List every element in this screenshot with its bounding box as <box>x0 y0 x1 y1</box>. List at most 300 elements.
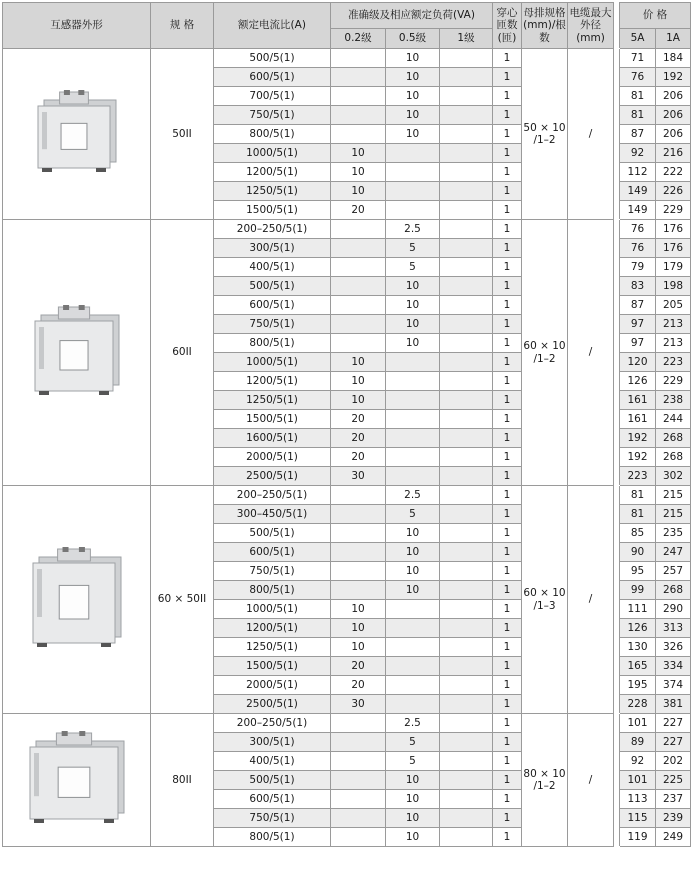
turns-cell: 1 <box>493 353 522 372</box>
class-05-cell <box>386 372 440 391</box>
turns-cell: 1 <box>493 524 522 543</box>
ratio-cell: 1250/5(1) <box>214 182 331 201</box>
price-5a-cell: 120 <box>620 353 656 372</box>
class-05-cell: 5 <box>386 258 440 277</box>
class-05-cell: 10 <box>386 581 440 600</box>
class-1-cell <box>440 790 493 809</box>
price-1a-cell: 334 <box>656 657 691 676</box>
product-image-cell <box>3 49 151 220</box>
price-5a-cell: 130 <box>620 638 656 657</box>
price-1a-cell: 227 <box>656 714 691 733</box>
class-02-cell: 10 <box>331 144 386 163</box>
current-transformer-image <box>27 303 127 403</box>
price-5a-cell: 81 <box>620 486 656 505</box>
price-1a-cell: 202 <box>656 752 691 771</box>
ratio-cell: 1200/5(1) <box>214 372 331 391</box>
spec-cell: 50II <box>151 49 214 220</box>
turns-cell: 1 <box>493 733 522 752</box>
class-02-cell: 20 <box>331 676 386 695</box>
class-02-cell <box>331 239 386 258</box>
class-1-cell <box>440 410 493 429</box>
class-05-cell: 10 <box>386 543 440 562</box>
turns-cell: 1 <box>493 182 522 201</box>
class-05-cell <box>386 429 440 448</box>
busbar-cell: 60 × 10 /1–3 <box>522 486 568 714</box>
class-1-cell <box>440 49 493 68</box>
class-05-cell <box>386 619 440 638</box>
turns-cell: 1 <box>493 49 522 68</box>
ratio-cell: 800/5(1) <box>214 125 331 144</box>
cable-cell: / <box>568 714 614 847</box>
price-1a-cell: 268 <box>656 429 691 448</box>
class-02-cell <box>331 315 386 334</box>
table-row <box>3 49 691 68</box>
turns-cell: 1 <box>493 106 522 125</box>
class-02-cell <box>331 277 386 296</box>
turns-cell: 1 <box>493 486 522 505</box>
ratio-cell: 1000/5(1) <box>214 144 331 163</box>
ratio-cell: 600/5(1) <box>214 68 331 87</box>
header-price: 价 格 <box>620 3 691 29</box>
turns-cell: 1 <box>493 163 522 182</box>
class-02-cell <box>331 752 386 771</box>
class-02-cell <box>331 543 386 562</box>
ratio-cell: 200–250/5(1) <box>214 220 331 239</box>
ratio-cell: 500/5(1) <box>214 277 331 296</box>
price-1a-cell: 223 <box>656 353 691 372</box>
class-1-cell <box>440 695 493 714</box>
price-5a-cell: 115 <box>620 809 656 828</box>
price-1a-cell: 239 <box>656 809 691 828</box>
class-1-cell <box>440 448 493 467</box>
class-05-cell: 10 <box>386 809 440 828</box>
price-1a-cell: 257 <box>656 562 691 581</box>
header-busbar: 母排规格(mm)/根数 <box>522 3 568 49</box>
class-02-cell <box>331 809 386 828</box>
price-1a-cell: 179 <box>656 258 691 277</box>
class-1-cell <box>440 429 493 448</box>
class-1-cell <box>440 106 493 125</box>
ratio-cell: 800/5(1) <box>214 581 331 600</box>
class-1-cell <box>440 676 493 695</box>
turns-cell: 1 <box>493 714 522 733</box>
class-02-cell: 30 <box>331 695 386 714</box>
turns-cell: 1 <box>493 657 522 676</box>
class-05-cell: 10 <box>386 277 440 296</box>
price-5a-cell: 95 <box>620 562 656 581</box>
class-05-cell <box>386 163 440 182</box>
price-5a-cell: 149 <box>620 182 656 201</box>
product-image-cell <box>3 486 151 714</box>
class-1-cell <box>440 296 493 315</box>
class-02-cell: 10 <box>331 638 386 657</box>
ratio-cell: 300–450/5(1) <box>214 505 331 524</box>
price-5a-cell: 192 <box>620 448 656 467</box>
price-5a-cell: 81 <box>620 87 656 106</box>
turns-cell: 1 <box>493 125 522 144</box>
product-image-cell <box>3 220 151 486</box>
header-class-02: 0.2级 <box>331 29 386 49</box>
class-1-cell <box>440 657 493 676</box>
class-05-cell <box>386 391 440 410</box>
ratio-cell: 500/5(1) <box>214 524 331 543</box>
price-5a-cell: 161 <box>620 410 656 429</box>
class-02-cell: 20 <box>331 448 386 467</box>
class-1-cell <box>440 562 493 581</box>
turns-cell: 1 <box>493 277 522 296</box>
ratio-cell: 1500/5(1) <box>214 657 331 676</box>
class-05-cell <box>386 353 440 372</box>
header-accuracy-group: 准确级及相应额定负荷(VA) <box>331 3 493 29</box>
header-price-5a: 5A <box>620 29 656 49</box>
class-1-cell <box>440 125 493 144</box>
table-body <box>3 49 691 847</box>
ratio-cell: 300/5(1) <box>214 239 331 258</box>
price-1a-cell: 244 <box>656 410 691 429</box>
cable-cell: / <box>568 220 614 486</box>
class-05-cell <box>386 638 440 657</box>
header-class-1: 1级 <box>440 29 493 49</box>
price-1a-cell: 184 <box>656 49 691 68</box>
class-02-cell: 30 <box>331 467 386 486</box>
class-02-cell <box>331 505 386 524</box>
class-1-cell <box>440 809 493 828</box>
turns-cell: 1 <box>493 201 522 220</box>
ratio-cell: 2500/5(1) <box>214 695 331 714</box>
price-5a-cell: 113 <box>620 790 656 809</box>
ratio-cell: 600/5(1) <box>214 790 331 809</box>
class-02-cell: 20 <box>331 657 386 676</box>
class-05-cell: 10 <box>386 87 440 106</box>
class-05-cell <box>386 695 440 714</box>
class-1-cell <box>440 543 493 562</box>
ratio-cell: 2000/5(1) <box>214 448 331 467</box>
turns-cell: 1 <box>493 828 522 847</box>
class-02-cell <box>331 581 386 600</box>
ratio-cell: 500/5(1) <box>214 771 331 790</box>
class-05-cell <box>386 600 440 619</box>
ratio-cell: 400/5(1) <box>214 258 331 277</box>
class-1-cell <box>440 353 493 372</box>
turns-cell: 1 <box>493 448 522 467</box>
price-5a-cell: 85 <box>620 524 656 543</box>
class-02-cell: 20 <box>331 429 386 448</box>
price-5a-cell: 97 <box>620 315 656 334</box>
turns-cell: 1 <box>493 296 522 315</box>
class-1-cell <box>440 752 493 771</box>
class-02-cell <box>331 562 386 581</box>
class-02-cell: 10 <box>331 600 386 619</box>
price-1a-cell: 235 <box>656 524 691 543</box>
class-02-cell <box>331 106 386 125</box>
class-05-cell: 5 <box>386 505 440 524</box>
turns-cell: 1 <box>493 638 522 657</box>
price-1a-cell: 290 <box>656 600 691 619</box>
ratio-cell: 600/5(1) <box>214 296 331 315</box>
class-02-cell <box>331 733 386 752</box>
price-5a-cell: 92 <box>620 144 656 163</box>
price-1a-cell: 176 <box>656 239 691 258</box>
header-turns: 穿心匝数(匝) <box>493 3 522 49</box>
ratio-cell: 400/5(1) <box>214 752 331 771</box>
class-02-cell <box>331 790 386 809</box>
header-price-1a: 1A <box>656 29 691 49</box>
turns-cell: 1 <box>493 771 522 790</box>
price-5a-cell: 126 <box>620 619 656 638</box>
turns-cell: 1 <box>493 239 522 258</box>
price-5a-cell: 192 <box>620 429 656 448</box>
price-5a-cell: 165 <box>620 657 656 676</box>
ratio-cell: 1600/5(1) <box>214 429 331 448</box>
ratio-cell: 750/5(1) <box>214 809 331 828</box>
spec-cell: 60 × 50II <box>151 486 214 714</box>
class-1-cell <box>440 581 493 600</box>
current-transformer-image <box>22 729 132 831</box>
class-1-cell <box>440 201 493 220</box>
class-05-cell: 2.5 <box>386 714 440 733</box>
table-row <box>3 486 691 505</box>
price-5a-cell: 81 <box>620 505 656 524</box>
class-1-cell <box>440 486 493 505</box>
class-02-cell <box>331 486 386 505</box>
price-1a-cell: 205 <box>656 296 691 315</box>
price-1a-cell: 247 <box>656 543 691 562</box>
ratio-cell: 1500/5(1) <box>214 410 331 429</box>
class-05-cell: 10 <box>386 562 440 581</box>
class-05-cell: 5 <box>386 752 440 771</box>
price-1a-cell: 237 <box>656 790 691 809</box>
price-1a-cell: 227 <box>656 733 691 752</box>
class-02-cell <box>331 125 386 144</box>
turns-cell: 1 <box>493 410 522 429</box>
price-1a-cell: 238 <box>656 391 691 410</box>
ratio-cell: 2500/5(1) <box>214 467 331 486</box>
ratio-cell: 800/5(1) <box>214 828 331 847</box>
class-05-cell <box>386 144 440 163</box>
price-5a-cell: 101 <box>620 771 656 790</box>
price-1a-cell: 206 <box>656 106 691 125</box>
price-5a-cell: 161 <box>620 391 656 410</box>
price-1a-cell: 198 <box>656 277 691 296</box>
header-cable: 电缆最大外径(mm) <box>568 3 614 49</box>
class-1-cell <box>440 524 493 543</box>
busbar-cell: 50 × 10 /1–2 <box>522 49 568 220</box>
header-appearance: 互感器外形 <box>3 3 151 49</box>
ratio-cell: 1000/5(1) <box>214 353 331 372</box>
class-1-cell <box>440 372 493 391</box>
class-1-cell <box>440 771 493 790</box>
price-5a-cell: 223 <box>620 467 656 486</box>
ratio-cell: 1500/5(1) <box>214 201 331 220</box>
class-05-cell: 2.5 <box>386 220 440 239</box>
price-1a-cell: 381 <box>656 695 691 714</box>
class-05-cell: 10 <box>386 125 440 144</box>
class-05-cell: 10 <box>386 315 440 334</box>
turns-cell: 1 <box>493 562 522 581</box>
turns-cell: 1 <box>493 87 522 106</box>
price-5a-cell: 149 <box>620 201 656 220</box>
busbar-cell: 80 × 10 /1–2 <box>522 714 568 847</box>
price-5a-cell: 76 <box>620 220 656 239</box>
turns-cell: 1 <box>493 391 522 410</box>
price-5a-cell: 126 <box>620 372 656 391</box>
turns-cell: 1 <box>493 676 522 695</box>
price-5a-cell: 79 <box>620 258 656 277</box>
price-5a-cell: 90 <box>620 543 656 562</box>
class-05-cell: 10 <box>386 771 440 790</box>
price-5a-cell: 112 <box>620 163 656 182</box>
class-05-cell: 10 <box>386 68 440 87</box>
ratio-cell: 1200/5(1) <box>214 619 331 638</box>
turns-cell: 1 <box>493 600 522 619</box>
class-02-cell <box>331 524 386 543</box>
turns-cell: 1 <box>493 543 522 562</box>
class-1-cell <box>440 220 493 239</box>
price-1a-cell: 229 <box>656 201 691 220</box>
price-5a-cell: 87 <box>620 296 656 315</box>
price-5a-cell: 76 <box>620 239 656 258</box>
class-05-cell <box>386 676 440 695</box>
price-1a-cell: 302 <box>656 467 691 486</box>
price-5a-cell: 228 <box>620 695 656 714</box>
price-1a-cell: 192 <box>656 68 691 87</box>
class-05-cell: 10 <box>386 106 440 125</box>
turns-cell: 1 <box>493 581 522 600</box>
class-1-cell <box>440 334 493 353</box>
class-02-cell <box>331 334 386 353</box>
turns-cell: 1 <box>493 467 522 486</box>
turns-cell: 1 <box>493 505 522 524</box>
price-1a-cell: 206 <box>656 125 691 144</box>
class-05-cell: 5 <box>386 733 440 752</box>
price-1a-cell: 225 <box>656 771 691 790</box>
ratio-cell: 200–250/5(1) <box>214 486 331 505</box>
price-1a-cell: 374 <box>656 676 691 695</box>
class-02-cell: 10 <box>331 163 386 182</box>
turns-cell: 1 <box>493 220 522 239</box>
turns-cell: 1 <box>493 372 522 391</box>
price-1a-cell: 215 <box>656 505 691 524</box>
class-02-cell: 10 <box>331 619 386 638</box>
class-02-cell <box>331 771 386 790</box>
class-02-cell: 20 <box>331 410 386 429</box>
price-5a-cell: 99 <box>620 581 656 600</box>
ratio-cell: 750/5(1) <box>214 315 331 334</box>
class-1-cell <box>440 714 493 733</box>
header-ratio: 额定电流比(A) <box>214 3 331 49</box>
ratio-cell: 1250/5(1) <box>214 638 331 657</box>
turns-cell: 1 <box>493 258 522 277</box>
turns-cell: 1 <box>493 790 522 809</box>
price-1a-cell: 213 <box>656 334 691 353</box>
class-05-cell <box>386 448 440 467</box>
price-1a-cell: 176 <box>656 220 691 239</box>
turns-cell: 1 <box>493 429 522 448</box>
price-1a-cell: 215 <box>656 486 691 505</box>
turns-cell: 1 <box>493 68 522 87</box>
class-1-cell <box>440 182 493 201</box>
class-1-cell <box>440 258 493 277</box>
price-1a-cell: 268 <box>656 581 691 600</box>
class-02-cell: 20 <box>331 201 386 220</box>
price-1a-cell: 313 <box>656 619 691 638</box>
turns-cell: 1 <box>493 695 522 714</box>
class-02-cell <box>331 828 386 847</box>
ratio-cell: 700/5(1) <box>214 87 331 106</box>
ratio-cell: 1200/5(1) <box>214 163 331 182</box>
class-1-cell <box>440 638 493 657</box>
cable-cell: / <box>568 49 614 220</box>
price-1a-cell: 229 <box>656 372 691 391</box>
class-1-cell <box>440 828 493 847</box>
price-5a-cell: 81 <box>620 106 656 125</box>
class-1-cell <box>440 505 493 524</box>
class-02-cell <box>331 49 386 68</box>
turns-cell: 1 <box>493 315 522 334</box>
turns-cell: 1 <box>493 809 522 828</box>
price-5a-cell: 97 <box>620 334 656 353</box>
price-5a-cell: 101 <box>620 714 656 733</box>
current-transformer-image <box>30 88 124 180</box>
table-row <box>3 220 691 239</box>
ratio-cell: 1250/5(1) <box>214 391 331 410</box>
price-5a-cell: 195 <box>620 676 656 695</box>
class-05-cell <box>386 182 440 201</box>
busbar-cell: 60 × 10 /1–2 <box>522 220 568 486</box>
class-05-cell <box>386 410 440 429</box>
product-image-cell <box>3 714 151 847</box>
ratio-cell: 1000/5(1) <box>214 600 331 619</box>
class-1-cell <box>440 467 493 486</box>
class-05-cell: 2.5 <box>386 486 440 505</box>
price-1a-cell: 226 <box>656 182 691 201</box>
class-02-cell <box>331 296 386 315</box>
price-5a-cell: 76 <box>620 68 656 87</box>
price-5a-cell: 87 <box>620 125 656 144</box>
class-05-cell: 10 <box>386 334 440 353</box>
class-1-cell <box>440 600 493 619</box>
price-1a-cell: 222 <box>656 163 691 182</box>
ratio-cell: 750/5(1) <box>214 562 331 581</box>
class-05-cell <box>386 657 440 676</box>
class-1-cell <box>440 619 493 638</box>
class-1-cell <box>440 163 493 182</box>
class-05-cell: 10 <box>386 49 440 68</box>
class-02-cell <box>331 220 386 239</box>
header-spec: 规 格 <box>151 3 214 49</box>
spec-price-table <box>2 2 691 847</box>
ratio-cell: 200–250/5(1) <box>214 714 331 733</box>
price-5a-cell: 83 <box>620 277 656 296</box>
class-1-cell <box>440 87 493 106</box>
table-row <box>3 714 691 733</box>
class-05-cell <box>386 201 440 220</box>
class-05-cell: 5 <box>386 239 440 258</box>
ratio-cell: 800/5(1) <box>214 334 331 353</box>
class-02-cell <box>331 258 386 277</box>
class-1-cell <box>440 277 493 296</box>
turns-cell: 1 <box>493 144 522 163</box>
price-1a-cell: 326 <box>656 638 691 657</box>
class-02-cell <box>331 68 386 87</box>
ratio-cell: 600/5(1) <box>214 543 331 562</box>
current-transformer-image <box>25 545 129 655</box>
class-05-cell: 10 <box>386 790 440 809</box>
price-1a-cell: 206 <box>656 87 691 106</box>
price-5a-cell: 111 <box>620 600 656 619</box>
price-5a-cell: 89 <box>620 733 656 752</box>
price-5a-cell: 119 <box>620 828 656 847</box>
